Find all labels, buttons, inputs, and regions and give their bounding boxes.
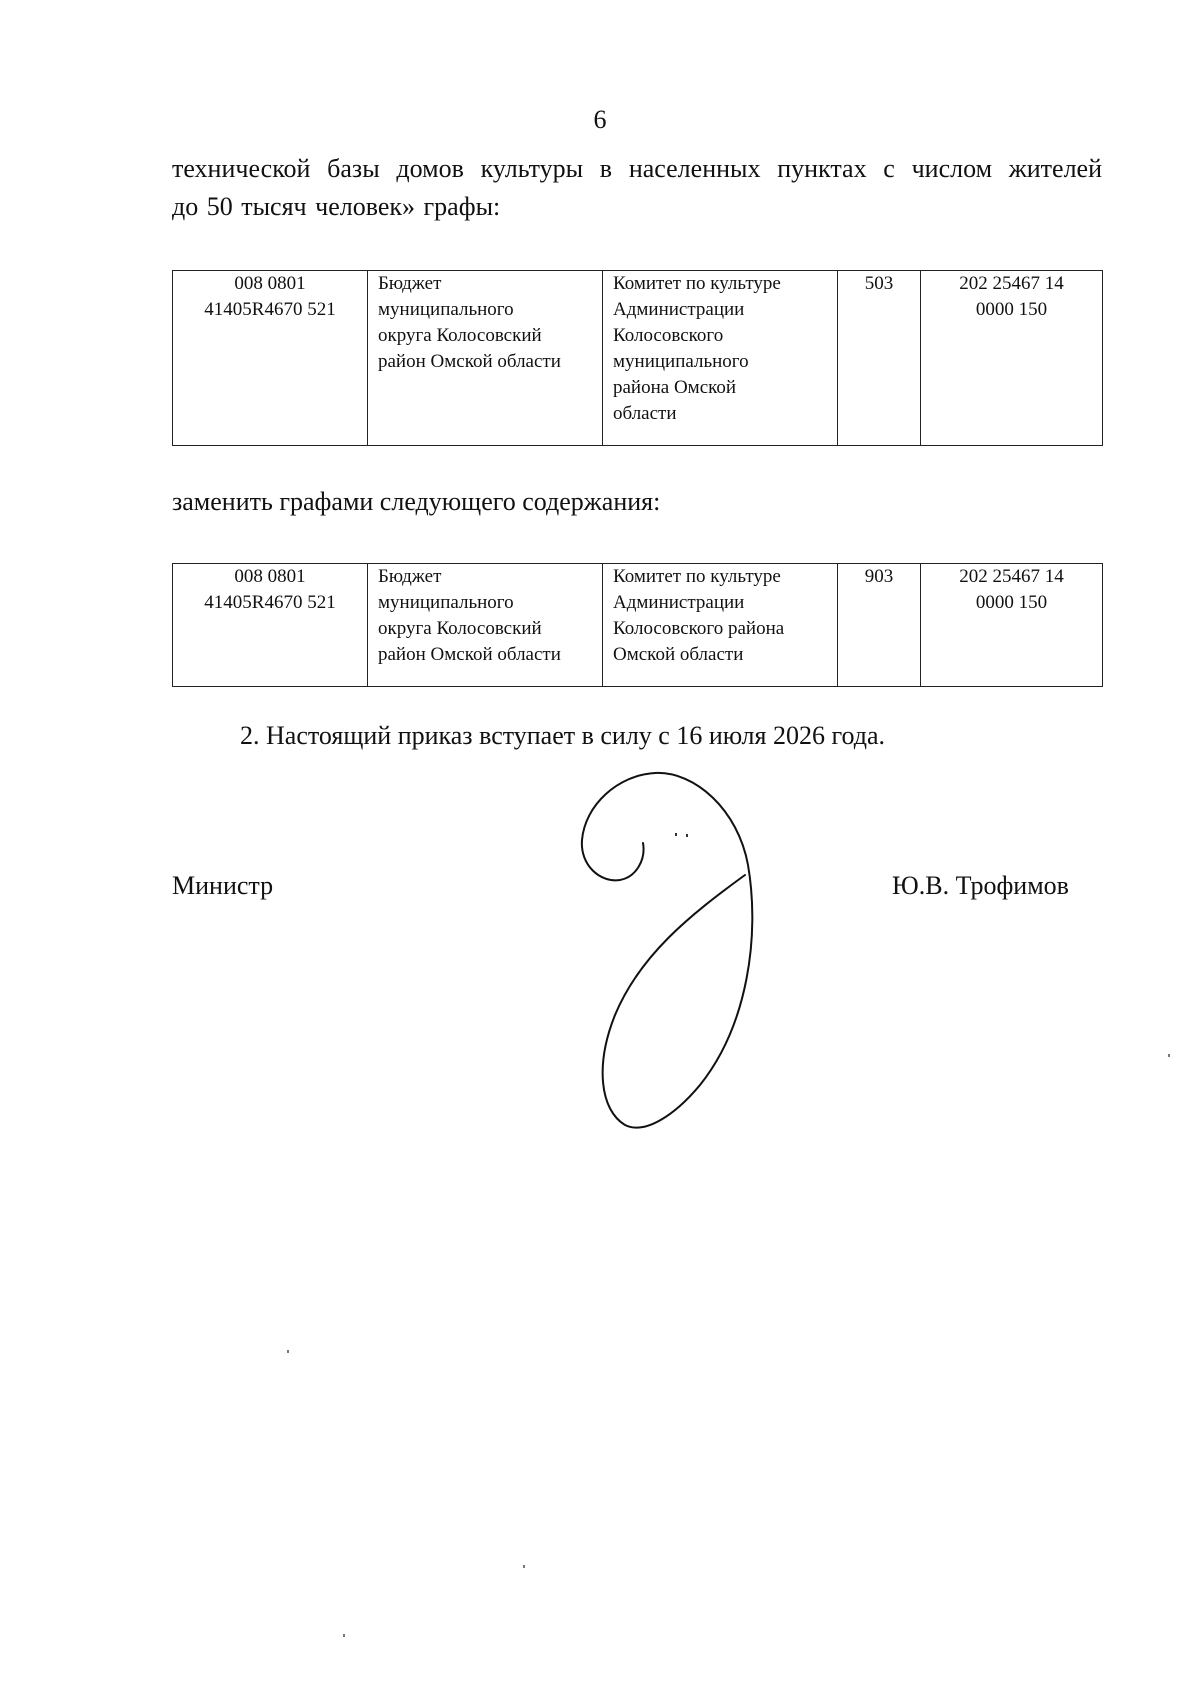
cell-line: района Омской bbox=[613, 377, 737, 398]
cell-line: 0000 150 bbox=[975, 592, 1048, 613]
signatory-name: Ю.В. Трофимов bbox=[892, 871, 1069, 900]
table-row bbox=[173, 271, 1103, 446]
scan-speck bbox=[1168, 1054, 1170, 1057]
cell-line: 008 0801 bbox=[234, 273, 306, 294]
intro-line-2: до 50 тысяч человек» графы: bbox=[172, 192, 501, 221]
page-number: 6 bbox=[593, 105, 607, 134]
scan-speck bbox=[343, 1634, 345, 1637]
cell-line: Бюджет bbox=[378, 273, 442, 294]
cell-line: район Омской области bbox=[378, 644, 561, 665]
signatory-title: Министр bbox=[172, 871, 274, 900]
kbk-code-cell bbox=[173, 564, 368, 687]
replace-text: заменить графами следующего содержания: bbox=[172, 487, 661, 516]
cell-line: муниципального bbox=[613, 351, 749, 372]
cell-line: Администрации bbox=[613, 592, 745, 613]
cell-line: муниципального bbox=[378, 299, 514, 320]
kbk-code-cell bbox=[173, 271, 368, 446]
scan-speck bbox=[287, 1350, 289, 1353]
admin-code-cell: 503 bbox=[838, 271, 921, 446]
new-budget-table bbox=[172, 563, 1103, 687]
cell-line: области bbox=[613, 403, 677, 424]
cell-line: Бюджет bbox=[378, 566, 442, 587]
handwritten-signature bbox=[570, 765, 770, 1135]
cell-line: Колосовского bbox=[613, 325, 724, 346]
old-budget-table bbox=[172, 270, 1103, 446]
cell-line: 008 0801 bbox=[234, 566, 306, 587]
cell-line: Омской области bbox=[613, 644, 744, 665]
cell-line: Комитет по культуре bbox=[613, 273, 781, 294]
cell-line: 41405R4670 521 bbox=[204, 592, 336, 613]
signature-stroke bbox=[582, 773, 752, 1128]
signature-dot bbox=[686, 834, 688, 837]
revenue-code-cell bbox=[921, 564, 1103, 687]
intro-paragraph bbox=[172, 150, 1102, 226]
cell-line: округа Колосовский bbox=[378, 618, 542, 639]
cell-line: округа Колосовский bbox=[378, 325, 542, 346]
cell-line: Колосовского района bbox=[613, 618, 785, 639]
administrator-cell bbox=[603, 271, 838, 446]
cell-line: 202 25467 14 bbox=[959, 273, 1064, 294]
cell-line: 202 25467 14 bbox=[959, 566, 1064, 587]
cell-line: Комитет по культуре bbox=[613, 566, 781, 587]
cell-line: муниципального bbox=[378, 592, 514, 613]
cell-line: район Омской области bbox=[378, 351, 561, 372]
signature-dot bbox=[675, 833, 677, 836]
clause-2: 2. Настоящий приказ вступает в силу с 16 июля 2026 года. bbox=[240, 721, 886, 750]
revenue-code-cell bbox=[921, 271, 1103, 446]
scan-speck bbox=[523, 1565, 525, 1568]
administrator-cell bbox=[603, 564, 838, 687]
budget-name-cell bbox=[368, 564, 603, 687]
budget-name-cell bbox=[368, 271, 603, 446]
cell-line: Администрации bbox=[613, 299, 745, 320]
table-row bbox=[173, 564, 1103, 687]
cell-line: 0000 150 bbox=[975, 299, 1048, 320]
intro-line-1: технической базы домов культуры в населенных пунктах с числом жителей bbox=[172, 154, 1102, 183]
admin-code-cell: 903 bbox=[838, 564, 921, 687]
cell-line: 41405R4670 521 bbox=[204, 299, 336, 320]
